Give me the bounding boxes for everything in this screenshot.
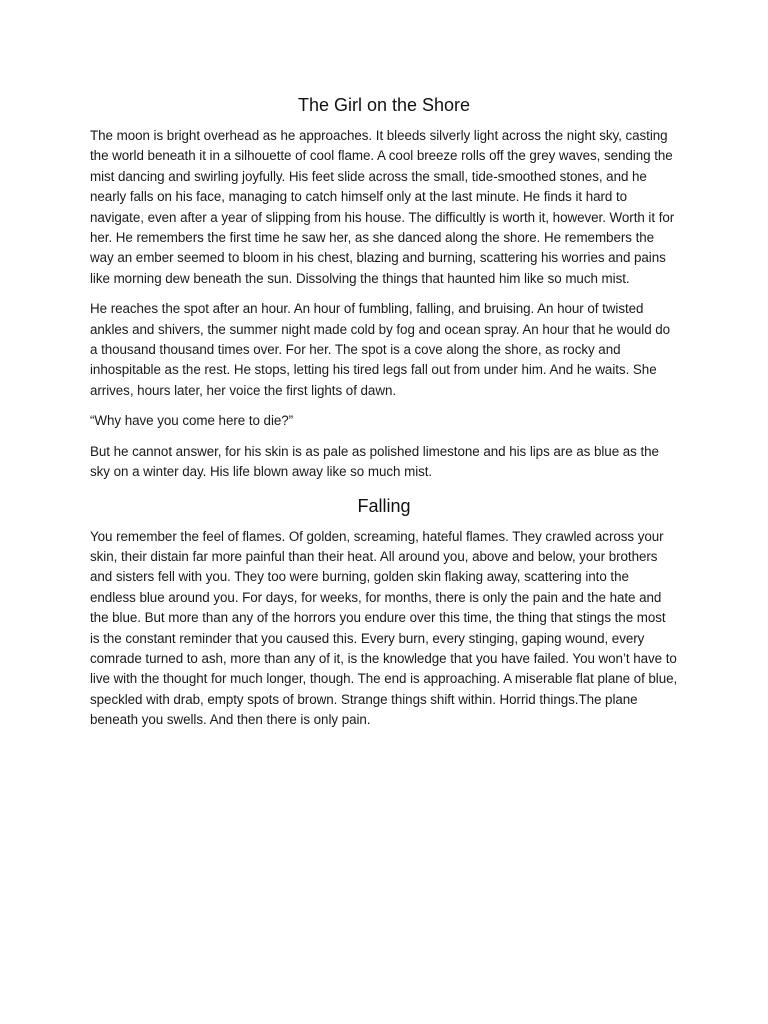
story1-paragraph-4: But he cannot answer, for his skin is as pale as polished limestone and his lips are as blue as the sky on a winter day. His life blown away like so much mist. <box>90 443 659 480</box>
story2-paragraph-1: You remember the feel of flames. Of golden, screaming, hateful flames. They crawled across your skin, their distain far more painful than their heat. All around you, above and below, your brothers and sisters fell with you. They too were burning, golden skin flaking away, scattering into the endless blue around you. For days, for weeks, for months, there is only the pain and the hate and the blue. But more than any of the horrors you endure over this time, the thing that stings the most is the constant reminder that you caused this. Every burn, every stinging, gaping wound, every comrade turned to ash, more than any of it, is the knowledge that you have failed. You won’t have to live with the thought for much longer, though. The end is approaching. A miserable flat plane of blue, speckled with drab, empty spots of brown. Strange things shift within. Horrid things.The plane beneath you swells. And then there is only pain. <box>90 528 678 728</box>
story-title-girl-on-the-shore: The Girl on the Shore <box>297 95 471 115</box>
story-title-falling: Falling <box>357 495 411 516</box>
story1-paragraph-1: The moon is bright overhead as he approaches. It bleeds silverly light across the night sky, casting the world beneath it in a silhouette of cool flame. A cool breeze rolls off the grey waves, sending the mist dancing and swirling joyfully. His feet slide across the small, tide-smoothed stones, and he nearly falls on his face, managing to catch himself only at the last minute. He finds it hard to navigate, even after a year of slipping from his house. The difficultly is worth it, however. Worth it for her. He remembers the first time he saw her, as she danced along the shore. He remembers the way an ember seemed to bloom in his chest, blazing and burning, scattering his worries and pains like morning dew beneath the sun. Dissolving the things that haunted him like so much mist. <box>90 128 675 286</box>
story1-dialogue-line: “Why have you come here to die?” <box>90 413 294 429</box>
document-body <box>90 92 678 741</box>
story1-paragraph-2: He reaches the spot after an hour. An hour of fumbling, falling, and bruising. An hour of twisted ankles and shivers, the summer night made cold by fog and ocean spray. An hour that he would do a thousand thousand times over. For her. The spot is a cove along the shore, as rocky and inhospitable as the rest. He stops, letting his tired legs fall out from under him. And he waits. She arrives, hours later, her voice the first lights of dawn. <box>90 301 671 398</box>
